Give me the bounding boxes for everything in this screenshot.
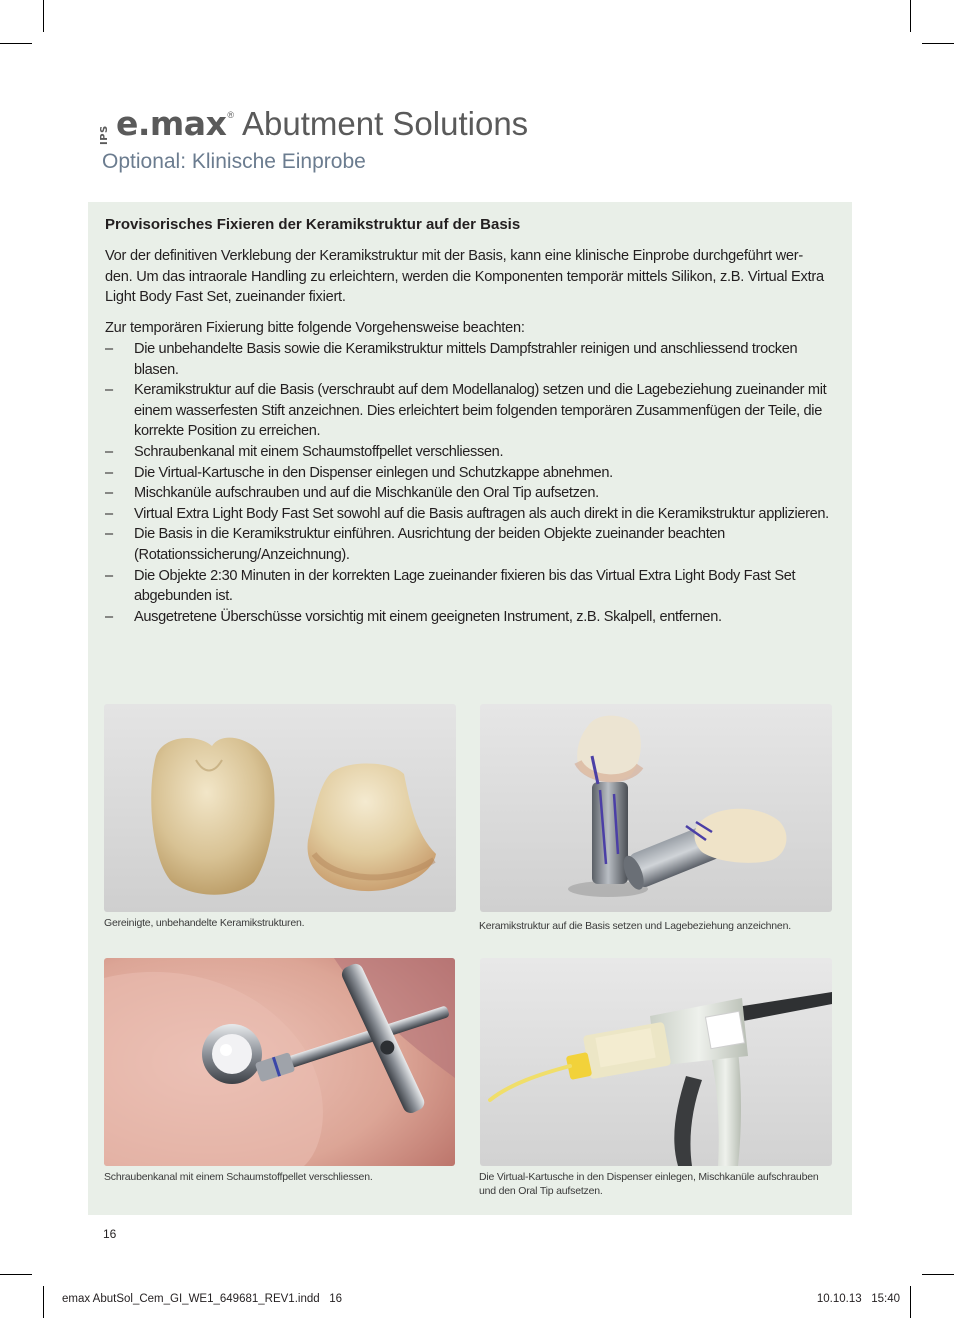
brand-prefix: IPS: [99, 125, 110, 145]
list-item: – Keramikstruktur auf die Basis (verschraubt auf dem Modellanalog) setzen und die Lagebeziehung zueinander mit einem wasserfesten Stift anzeichnen. Dies erleichtert beim folgenden temporären Zusammenfügen der Teile, die korrekte Position zu erreichen.: [105, 382, 827, 440]
steps-list: [105, 339, 830, 627]
list-dash: –: [105, 443, 113, 460]
figure-caption: Die Virtual-Kartusche in den Dispenser einlegen, Mischkanüle aufschrauben und den Oral Tip aufsetzen.: [479, 1171, 819, 1197]
crop-mark: [910, 1286, 911, 1318]
slug-datetime: 10.10.13 15:40: [816, 1293, 900, 1305]
list-item: – Die Basis in die Keramikstruktur einführen. Ausrichtung der beiden Objekte zueinander beachten (Rotationssicherung/Anzeichnung).: [105, 526, 725, 563]
brand-header: [100, 104, 528, 144]
photo-dispenser: [480, 958, 832, 1166]
list-item: – Die unbehandelte Basis sowie die Keramikstruktur mittels Dampfstrahler reinigen und anschliessend trocken blasen.: [105, 341, 798, 378]
list-dash: –: [105, 341, 113, 357]
list-item: – Schraubenkanal mit einem Schaumstoffpellet verschliessen.: [105, 442, 830, 463]
crop-mark: [922, 43, 954, 44]
list-item: – Mischkanüle aufschrauben und auf die Mischkanüle den Oral Tip aufsetzen.: [105, 483, 830, 504]
crop-mark: [0, 1274, 32, 1275]
section-heading: Provisorisches Fixieren der Keramikstruktur auf der Basis: [105, 216, 521, 233]
page-number: 16: [103, 1227, 117, 1241]
list-dash: –: [105, 526, 113, 543]
list-dash: –: [105, 382, 113, 399]
photo-screw-channel: [104, 958, 455, 1166]
list-dash: –: [105, 567, 113, 584]
list-item: – Ausgetretene Überschüsse vorsichtig mit einem geeigneten Instrument, z.B. Skalpell, entfernen.: [105, 607, 830, 628]
list-item: – Die Objekte 2:30 Minuten in der korrekten Lage zueinander fixieren bis das Virtual Extra Light Body Fast Set abgebunden ist.: [105, 567, 796, 605]
crop-mark: [43, 1286, 44, 1318]
figure-caption: Keramikstruktur auf die Basis setzen und Lagebeziehung anzeichnen.: [479, 920, 791, 932]
figure-caption: Schraubenkanal mit einem Schaumstoffpellet verschliessen.: [104, 1171, 373, 1183]
photo-structure-on-base: [480, 704, 832, 912]
slug-file-info: emax AbutSol_Cem_GI_WE1_649681_REV1.indd 16: [62, 1293, 343, 1305]
intro-paragraph: Vor der definitiven Verklebung der Keramikstruktur mit der Basis, kann eine klinische Einprobe durchgeführt wer-den. Um das intraorale Handling zu erleichtern, werden die Komponenten temporär mittels Silikon, z.B. Virtual Extra Light Body Fast Set, zueinander fixiert.: [105, 248, 824, 306]
page-title: Abutment Solutions: [242, 105, 529, 142]
figure-caption: Gereinigte, unbehandelte Keramikstrukturen.: [104, 917, 305, 929]
list-dash: –: [105, 608, 113, 625]
crop-mark: [910, 0, 911, 32]
brand-logo: e.max: [116, 104, 227, 143]
steps-lead: Zur temporären Fixierung bitte folgende Vorgehensweise beachten:: [105, 320, 525, 336]
crop-mark: [0, 43, 32, 44]
registered-mark: ®: [227, 110, 234, 120]
crop-mark: [43, 0, 44, 32]
list-dash: –: [105, 505, 113, 522]
list-item: – Virtual Extra Light Body Fast Set sowohl auf die Basis auftragen als auch direkt in die Keramikstruktur applizieren.: [105, 504, 830, 525]
page-subtitle: Optional: Klinische Einprobe: [102, 150, 366, 173]
crop-mark: [922, 1274, 954, 1275]
list-item: – Die Virtual-Kartusche in den Dispenser einlegen und Schutzkappe abnehmen.: [105, 463, 830, 484]
photo-ceramic-structures: [104, 704, 456, 912]
list-dash: –: [105, 464, 113, 481]
list-dash: –: [105, 485, 113, 502]
